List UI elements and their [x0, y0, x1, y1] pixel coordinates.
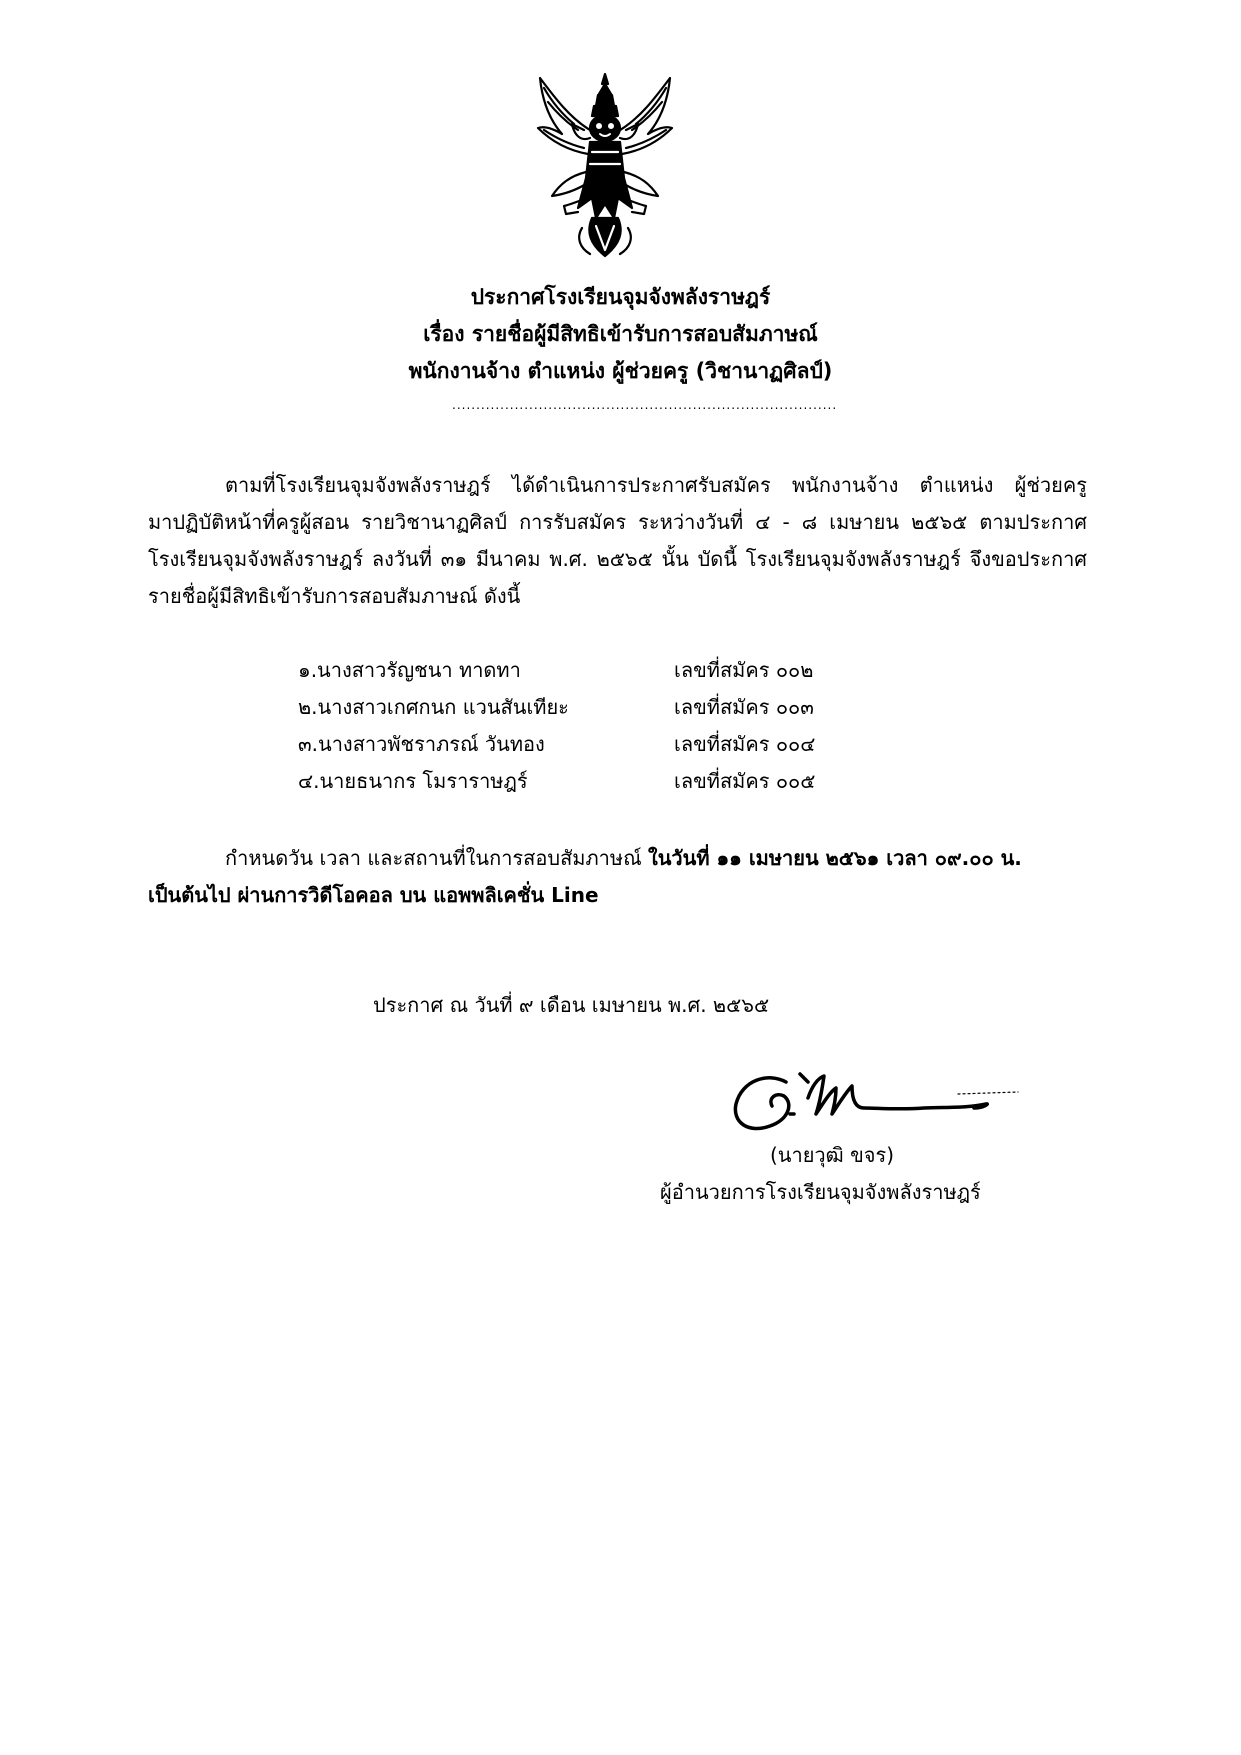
candidate-name: ๑.นางสาวรัญชนา ทาดทา [298, 658, 521, 682]
candidate-name: ๓.นางสาวพัชราภรณ์ วันทอง [298, 732, 545, 756]
schedule-date-time: ในวันที่ ๑๑ เมษายน ๒๕๖๑ เวลา ๐๙.๐๐ น. [647, 846, 1022, 870]
header-separator: ................................................................................ [452, 398, 838, 412]
application-number: เลขที่สมัคร ๐๐๕ [674, 769, 816, 793]
application-number: เลขที่สมัคร ๐๐๔ [674, 732, 816, 756]
schedule-text: กำหนดวัน เวลา และสถานที่ในการสอบสัมภาษณ์ [225, 846, 648, 870]
paragraph-line: ตามที่โรงเรียนจุมจังพลังราษฎร์ ได้ดำเนินการประกาศรับสมัคร พนักงานจ้าง ตำแหน่ง ผู้ช่วยครู [225, 473, 1087, 497]
candidate-name: ๒.นางสาวเกศกนก แวนสันเทียะ [298, 695, 569, 719]
announcement-subject: เรื่อง รายชื่อผู้มีสิทธิเข้ารับการสอบสัมภาษณ์ [423, 322, 818, 346]
schedule-line [225, 841, 1022, 875]
announcement-title: ประกาศโรงเรียนจุมจังพลังราษฎร์ [470, 285, 771, 309]
application-number: เลขที่สมัคร ๐๐๒ [674, 658, 814, 682]
candidate-name: ๔.นายธนากร โมราราษฎร์ [298, 769, 528, 793]
signer-title: ผู้อำนวยการโรงเรียนจุมจังพลังราษฎร์ [660, 1180, 981, 1204]
announcement-date: ประกาศ ณ วันที่ ๙ เดือน เมษายน พ.ศ. ๒๕๖๕ [373, 993, 770, 1017]
schedule-channel: เป็นต้นไป ผ่านการวิดีโอคอล บน แอพพลิเคชั่น Line [148, 883, 599, 907]
application-number: เลขที่สมัคร ๐๐๓ [674, 695, 814, 719]
announcement-position: พนักงานจ้าง ตำแหน่ง ผู้ช่วยครู (วิชานาฏศิลป์) [408, 359, 833, 383]
paragraph-line: โรงเรียนจุมจังพลังราษฎร์ ลงวันที่ ๓๑ มีนาคม พ.ศ. ๒๕๖๕ นั้น บัดนี้ โรงเรียนจุมจังพลังราษฎร์ จึงขอประกาศ [148, 547, 1087, 571]
garuda-emblem-icon [530, 68, 680, 263]
paragraph-line: มาปฏิบัติหน้าที่ครูผู้สอน รายวิชานาฏศิลป์ การรับสมัคร ระหว่างวันที่ ๔ - ๘ เมษายน ๒๕๖๕ ตามประกาศ [148, 510, 1087, 534]
paragraph-line: รายชื่อผู้มีสิทธิเข้ารับการสอบสัมภาษณ์ ดังนี้ [148, 584, 521, 608]
signer-name: (นายวุฒิ ขจร) [770, 1143, 895, 1167]
